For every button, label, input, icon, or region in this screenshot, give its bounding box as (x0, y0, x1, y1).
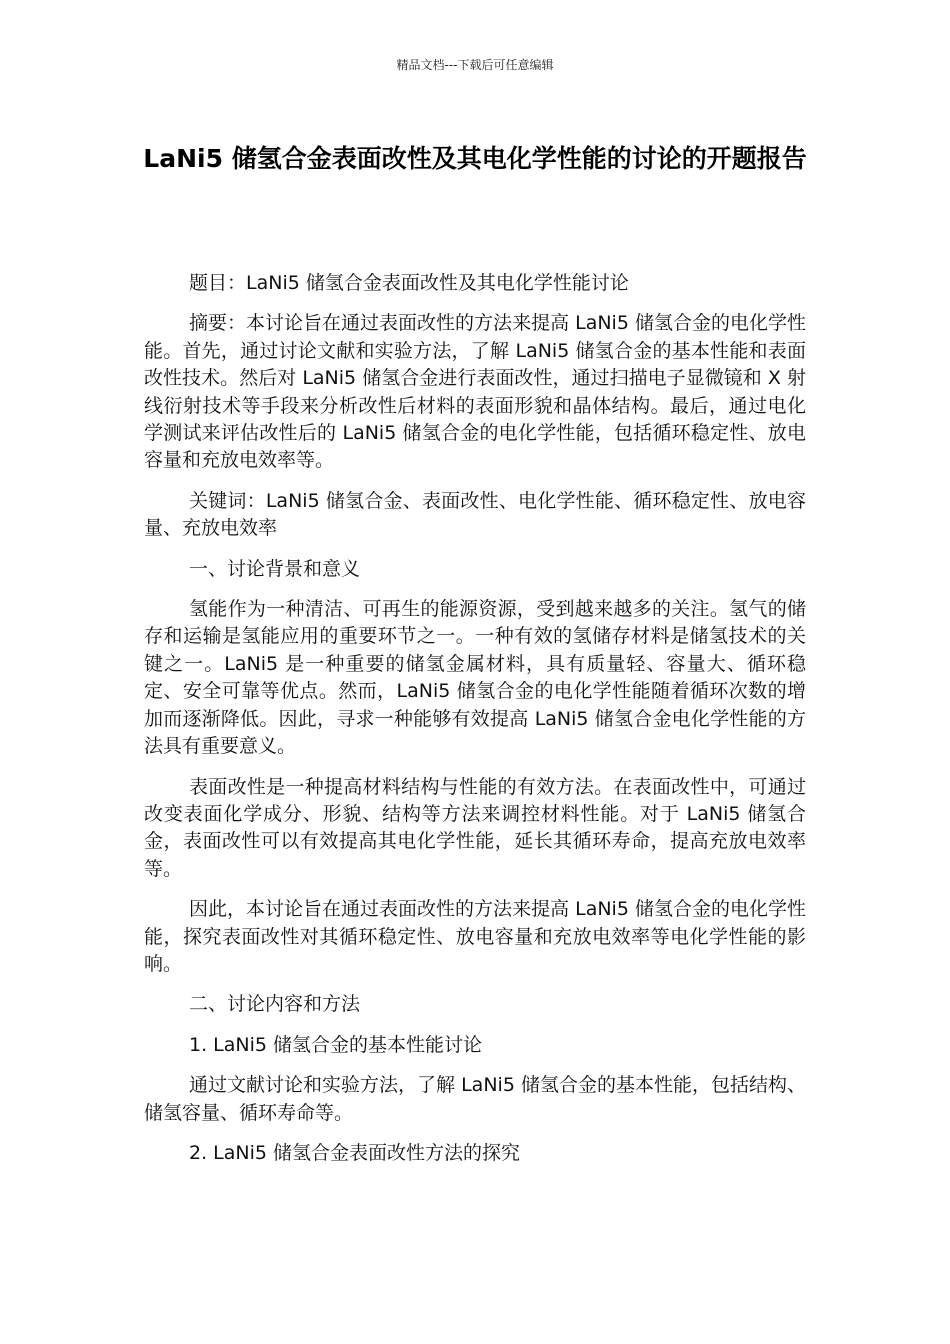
document-body (144, 270, 806, 1180)
body-paragraph: 表面改性是一种提高材料结构与性能的有效方法。在表面改性中，可通过改变表面化学成分、形貌、结构等方法来调控材料性能。对于 LaNi5 储氢合金，表面改性可以有效提高其电化学性能，延长其循环寿命，提高充放电效率等。 (144, 775, 806, 880)
section-heading-background: 一、讨论背景和意义 (189, 557, 361, 580)
subsection-heading: 2. LaNi5 储氢合金表面改性方法的探究 (189, 1141, 521, 1164)
body-paragraph: 氢能作为一种清洁、可再生的能源资源，受到越来越多的关注。氢气的储存和运输是氢能应用的重要环节之一。一种有效的氢储存材料是储氢技术的关键之一。LaNi5 是一种重要的储氢金属材料，具有质量轻、容量大、循环稳定、安全可靠等优点。然而，LaNi5 储氢合金的电化学性能随着循环次数的增加而逐渐降低。因此，寻求一种能够有效提高 LaNi5 储氢合金电化学性能的方法具有重要意义。 (144, 598, 806, 758)
document-title: LaNi5 储氢合金表面改性及其电化学性能的讨论的开题报告 (143, 144, 807, 173)
section-heading-methods: 二、讨论内容和方法 (189, 993, 361, 1016)
topic-line: 题目：LaNi5 储氢合金表面改性及其电化学性能讨论 (189, 272, 629, 294)
abstract-paragraph: 摘要：本讨论旨在通过表面改性的方法来提高 LaNi5 储氢合金的电化学性能。首先，通过讨论文献和实验方法，了解 LaNi5 储氢合金的基本性能和表面改性技术。然后对 LaNi5 储氢合金进行表面改性，通过扫描电子显微镜和 X 射线衍射技术等手段来分析改性后材料的表面形貌和晶体结构。最后，通过电化学测试来评估改性后的 LaNi5 储氢合金的电化学性能，包括循环稳定性、放电容量和充放电效率等。 (144, 312, 806, 472)
header-watermark: 精品文档---下载后可任意编辑 (396, 58, 554, 72)
keywords-paragraph: 关键词：LaNi5 储氢合金、表面改性、电化学性能、循环稳定性、放电容量、充放电效率 (144, 489, 806, 540)
body-paragraph: 因此，本讨论旨在通过表面改性的方法来提高 LaNi5 储氢合金的电化学性能，探究表面改性对其循环稳定性、放电容量和充放电效率等电化学性能的影响。 (144, 898, 806, 975)
body-paragraph: 通过文献讨论和实验方法，了解 LaNi5 储氢合金的基本性能，包括结构、储氢容量、循环寿命等。 (144, 1074, 806, 1124)
subsection-heading: 1. LaNi5 储氢合金的基本性能讨论 (189, 1033, 483, 1056)
